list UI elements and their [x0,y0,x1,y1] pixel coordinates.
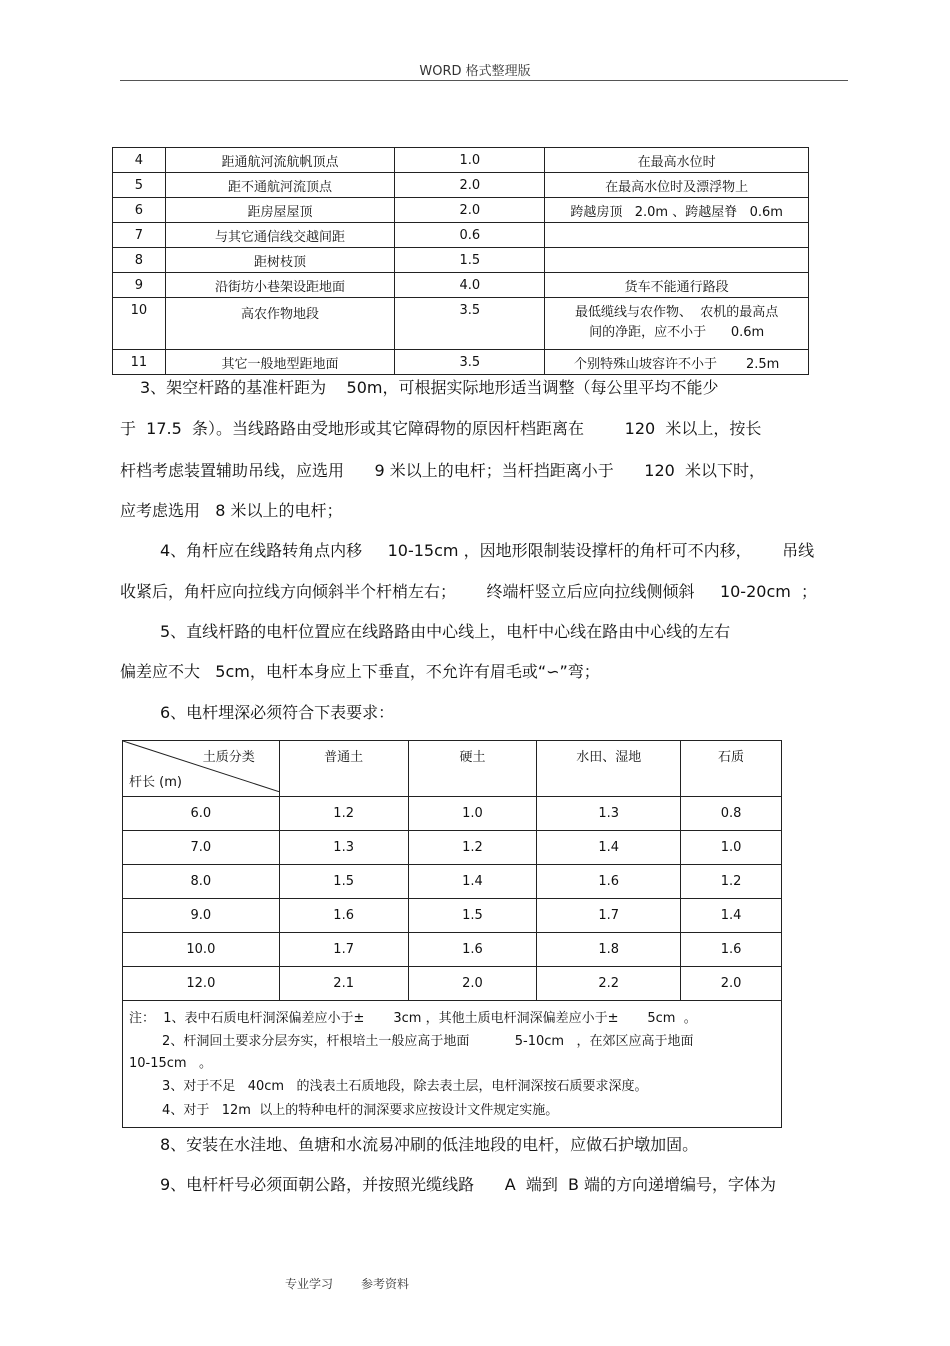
depth-value: 1.4 [537,831,681,865]
row-number: 8 [113,248,166,273]
paragraph-4-line-2: 收紧后，角杆应向拉线方向倾斜半个杆梢左右； 终端杆竖立后应向拉线侧倾斜 10-20cm ； [120,582,817,601]
row-note-line: 间的净距，应不小于 0.6m [589,325,765,340]
table-row [123,831,782,865]
depth-value: 2.2 [537,967,681,1001]
table-notes [123,1001,782,1128]
row-value: 1.0 [395,148,545,173]
depth-value: 2.1 [279,967,408,1001]
row-item: 距通航河流航帆顶点 [165,148,394,173]
column-header: 硬土 [408,741,537,797]
paragraph-3-line-3: 杆档考虑装置辅助吊线，应选用 9 米以上的电杆；当杆挡距离小于 120 米以下时， [120,461,766,480]
row-number: 5 [113,173,166,198]
depth-value: 1.6 [537,865,681,899]
row-value: 2.0 [395,198,545,223]
note-2: 2、杆洞回土要求分层夯实，杆根培土一般应高于地面 5-10cm ，在郊区应高于地面 [129,1034,694,1049]
row-number: 10 [113,298,166,350]
paragraph-5-line-2: 偏差应不大 5cm，电杆本身应上下垂直，不允许有眉毛或“∽”弯； [120,662,600,681]
column-header: 普通土 [279,741,408,797]
depth-value: 0.8 [681,797,782,831]
depth-value: 2.0 [408,967,537,1001]
row-number: 6 [113,198,166,223]
row-note: 个别特殊山坡容许不小于 2.5m [545,350,809,375]
column-header: 石质 [681,741,782,797]
pole-length-label: 杆长 (m) [129,775,182,790]
table-row [123,967,782,1001]
depth-value: 1.2 [408,831,537,865]
depth-value: 1.0 [408,797,537,831]
pole-length: 10.0 [123,933,280,967]
diagonal-header-cell [123,741,280,797]
depth-value: 1.3 [537,797,681,831]
row-note [545,248,809,273]
depth-value: 2.0 [681,967,782,1001]
table-row [123,797,782,831]
pole-length: 8.0 [123,865,280,899]
paragraph-6: 6、电杆埋深必须符合下表要求： [160,703,395,722]
paragraph-8: 8、安装在水洼地、鱼塘和水流易冲刷的低洼地段的电杆，应做石护墩加固。 [160,1135,699,1154]
row-value: 1.5 [395,248,545,273]
table-row [113,350,809,375]
depth-value: 1.5 [408,899,537,933]
paragraph-5-line-1: 5、直线杆路的电杆位置应在线路路由中心线上，电杆中心线在路由中心线的左右 [160,622,731,641]
depth-value: 1.6 [408,933,537,967]
table-row [113,298,809,350]
table-row [123,865,782,899]
depth-value: 1.7 [279,933,408,967]
depth-value: 1.3 [279,831,408,865]
table-row [113,273,809,298]
page-header: WORD 格式整理版 [419,64,531,79]
paragraph-3-line-1: 3、架空杆路的基准杆距为 50m，可根据实际地形适当调整（每公里平均不能少 [140,378,719,397]
row-value: 2.0 [395,173,545,198]
row-number: 11 [113,350,166,375]
depth-value: 1.2 [279,797,408,831]
row-item: 高农作物地段 [165,298,394,350]
row-note: 在最高水位时 [545,148,809,173]
row-number: 9 [113,273,166,298]
note-2-continued: 10-15cm 。 [129,1056,212,1071]
table-row [113,148,809,173]
row-item: 沿街坊小巷架设距地面 [165,273,394,298]
depth-value: 1.2 [681,865,782,899]
pole-depth-table [122,740,782,1128]
note-1: 注： 1、表中石质电杆洞深偏差应小于± 3cm ，其他土质电杆洞深偏差应小于± 5cm 。 [129,1011,697,1026]
pole-length: 12.0 [123,967,280,1001]
row-note: 在最高水位时及漂浮物上 [545,173,809,198]
column-header: 水田、湿地 [537,741,681,797]
note-4: 4、对于 12m 以上的特种电杆的洞深要求应按设计文件规定实施。 [129,1103,559,1118]
note-3: 3、对于不足 40cm 的浅表土石质地段，除去表土层，电杆洞深按石质要求深度。 [129,1079,648,1094]
footer-left: 专业学习 [285,1277,334,1291]
table-row [113,198,809,223]
depth-value: 1.6 [279,899,408,933]
row-item: 其它一般地型距地面 [165,350,394,375]
row-value: 4.0 [395,273,545,298]
table-header-row [123,741,782,797]
paragraph-9: 9、电杆杆号必须面朝公路，并按照光缆线路 A 端到 B 端的方向递增编号，字体为 [160,1175,777,1194]
table-row [113,173,809,198]
table-row [113,223,809,248]
clearance-table [112,147,809,375]
row-number: 7 [113,223,166,248]
row-value: 3.5 [395,350,545,375]
footer-right: 参考资料 [361,1277,410,1291]
depth-value: 1.0 [681,831,782,865]
table-notes-row [123,1001,782,1128]
row-value: 0.6 [395,223,545,248]
row-number: 4 [113,148,166,173]
depth-value: 1.6 [681,933,782,967]
table-row [123,933,782,967]
pole-length: 7.0 [123,831,280,865]
row-item: 距树枝顶 [165,248,394,273]
row-item: 距房屋屋顶 [165,198,394,223]
row-item: 与其它通信线交越间距 [165,223,394,248]
table-row [123,899,782,933]
depth-value: 1.4 [408,865,537,899]
pole-length: 9.0 [123,899,280,933]
row-value: 3.5 [395,298,545,350]
row-note-line: 最低缆线与农作物、 农机的最高点 [575,305,779,320]
row-note: 跨越房顶 2.0m 、跨越屋脊 0.6m [545,198,809,223]
table-row [113,248,809,273]
row-note [545,223,809,248]
soil-type-label: 土质分类 [202,750,255,765]
row-item: 距不通航河流顶点 [165,173,394,198]
paragraph-3-line-2: 于 17.5 条）。当线路路由受地形或其它障碍物的原因杆档距离在 120 米以上，按长 [120,419,762,438]
row-note [545,298,809,350]
depth-value: 1.7 [537,899,681,933]
paragraph-4-line-1: 4、角杆应在线路转角点内移 10-15cm ，因地形限制装设撑杆的角杆可不内移， 吊线 [160,541,815,560]
paragraph-3-line-4: 应考虑选用 8 米以上的电杆； [120,501,343,520]
pole-length: 6.0 [123,797,280,831]
page-footer [285,1275,409,1292]
header-rule [120,80,848,81]
row-note: 货车不能通行路段 [545,273,809,298]
depth-value: 1.5 [279,865,408,899]
depth-value: 1.4 [681,899,782,933]
depth-value: 1.8 [537,933,681,967]
